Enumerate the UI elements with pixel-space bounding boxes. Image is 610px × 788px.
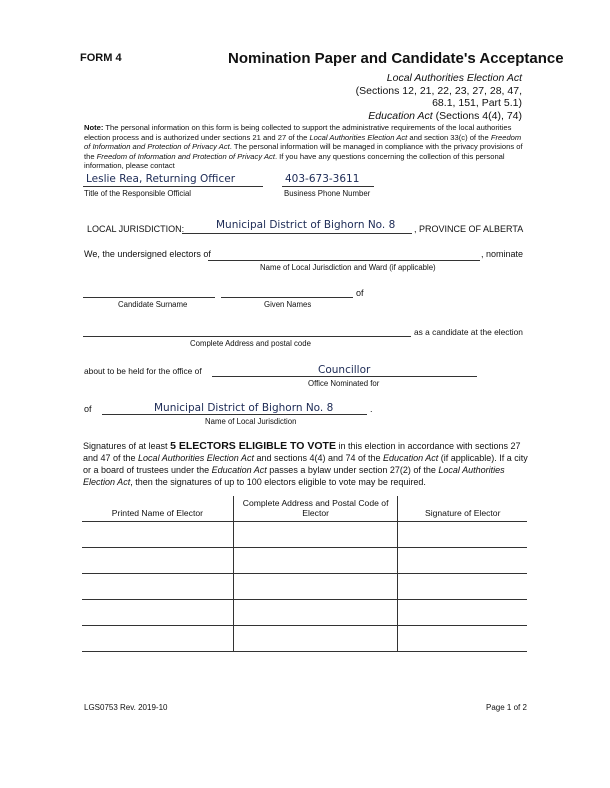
privacy-note	[84, 123, 524, 171]
official-phone-line	[282, 186, 374, 187]
elector-signature-cell[interactable]	[398, 600, 527, 626]
elector-signature-cell[interactable]	[398, 574, 527, 600]
local-jurisdiction-caption: Name of Local Jurisdiction	[205, 417, 297, 426]
elector-signature-cell[interactable]	[398, 548, 527, 574]
page-number: Page 1 of 2	[486, 703, 527, 712]
official-name-line	[83, 186, 263, 187]
table-row	[82, 522, 527, 548]
table-header-row	[82, 496, 527, 522]
jurisdiction-value: Municipal District of Bighorn No. 8	[216, 219, 396, 231]
official-name-value: Leslie Rea, Returning Officer	[86, 173, 236, 185]
sig-text: passes a bylaw under section 27(2) of the	[266, 465, 439, 475]
jurisdiction-line	[182, 233, 412, 234]
note-act: Local Authorities Election Act	[309, 132, 408, 142]
sig-text: (if applicable). If a city or a board of trustees under the	[83, 453, 528, 475]
elector-signature-cell[interactable]	[398, 522, 527, 548]
form-number: FORM 4	[80, 52, 122, 64]
surname-line	[83, 297, 215, 298]
note-text: . The personal information will be managed in compliance with the privacy provisions of the	[84, 142, 523, 161]
act1-name: Local Authorities Election Act	[386, 72, 522, 84]
given-names-caption: Given Names	[264, 300, 312, 309]
table-body	[82, 522, 527, 652]
electors-table	[82, 496, 527, 652]
electors-caption: Name of Local Jurisdiction and Ward (if applicable)	[260, 263, 436, 272]
province-text: , PROVINCE OF ALBERTA	[414, 224, 524, 234]
act1-sections-a: (Sections 12, 21, 22, 23, 27, 28, 47,	[355, 84, 522, 97]
electors-prefix: We, the undersigned electors of	[84, 249, 211, 259]
election-text: as a candidate at the election	[414, 327, 523, 337]
sig-text: , then the signatures of up to 100 electors eligible to vote may be required.	[130, 477, 426, 487]
office-prefix: about to be held for the office of	[84, 366, 202, 376]
form-code: LGS0753 Rev. 2019-10	[84, 703, 168, 712]
note-act: Freedom of Information and Protection of Privacy Act	[84, 132, 522, 152]
given-names-line	[221, 297, 353, 298]
office-line	[212, 376, 477, 377]
sig-text: Signatures of at least	[83, 441, 171, 451]
elector-name-cell[interactable]	[82, 600, 233, 626]
table-row	[82, 548, 527, 574]
table-row	[82, 574, 527, 600]
electors-line	[208, 260, 480, 261]
note-text: The personal information on this form is being collected to support the administrative requirements of the local authorities election process and is authorized under sections 21 and 27 of the	[84, 123, 512, 142]
elector-name-cell[interactable]	[82, 548, 233, 574]
sig-text: in this election in accordance with sections 27 and 47 of the	[83, 441, 521, 463]
elector-address-cell[interactable]	[233, 600, 398, 626]
of-text: of	[356, 288, 364, 298]
sig-act: Education Act	[383, 453, 439, 463]
act2-sections: (Sections 4(4), 74)	[432, 109, 522, 122]
elector-name-cell[interactable]	[82, 522, 233, 548]
elector-name-cell[interactable]	[82, 626, 233, 652]
office-value: Councillor	[318, 364, 371, 376]
signatures-requirement	[83, 440, 528, 488]
col-signature-header: Signature of Elector	[398, 496, 527, 522]
elector-signature-cell[interactable]	[398, 626, 527, 652]
address-line	[83, 336, 411, 337]
official-phone-caption: Business Phone Number	[284, 189, 371, 198]
note-act: Freedom of Information and Protection of Privacy Act	[96, 151, 275, 161]
nominate-text: , nominate	[481, 249, 524, 259]
sig-bold: 5 ELECTORS ELIGIBLE TO VOTE	[170, 440, 336, 452]
sig-act: Education Act	[211, 465, 267, 475]
act2-name: Education Act	[368, 109, 433, 122]
table-row	[82, 600, 527, 626]
sig-text: and sections 4(4) and 74 of the	[253, 453, 384, 463]
local-jurisdiction-value: Municipal District of Bighorn No. 8	[154, 402, 334, 414]
col-name-header: Printed Name of Elector	[82, 496, 233, 522]
col-address-header: Complete Address and Postal Code of Elector	[233, 496, 398, 522]
surname-caption: Candidate Surname	[118, 300, 188, 309]
elector-address-cell[interactable]	[233, 626, 398, 652]
official-name-caption: Title of the Responsible Official	[84, 189, 192, 198]
note-text: . If you have any questions concerning the collection of this personal information, please contact	[84, 151, 505, 171]
elector-address-cell[interactable]	[233, 522, 398, 548]
elector-address-cell[interactable]	[233, 574, 398, 600]
local-jurisdiction-line	[102, 414, 367, 415]
act-references	[356, 72, 522, 122]
act1-sections-b: 68.1, 151, Part 5.1)	[432, 97, 522, 109]
elector-address-cell[interactable]	[233, 548, 398, 574]
elector-name-cell[interactable]	[82, 574, 233, 600]
office-caption: Office Nominated for	[308, 379, 380, 388]
note-label: Note:	[84, 123, 104, 132]
note-text: and section 33(c) of the	[407, 132, 491, 142]
address-caption: Complete Address and postal code	[190, 339, 311, 348]
period-text: .	[370, 404, 373, 414]
act2-line	[356, 110, 522, 123]
jurisdiction-label: LOCAL JURISDICTION:	[87, 224, 185, 234]
page-title: Nomination Paper and Candidate's Acceptance	[228, 50, 564, 67]
sig-act: Local Authorities Election Act	[138, 453, 254, 463]
official-phone-value: 403-673-3611	[285, 173, 360, 185]
of-prefix: of	[84, 404, 92, 414]
table-row	[82, 626, 527, 652]
sig-act: Local Authorities Election Act	[83, 465, 505, 487]
